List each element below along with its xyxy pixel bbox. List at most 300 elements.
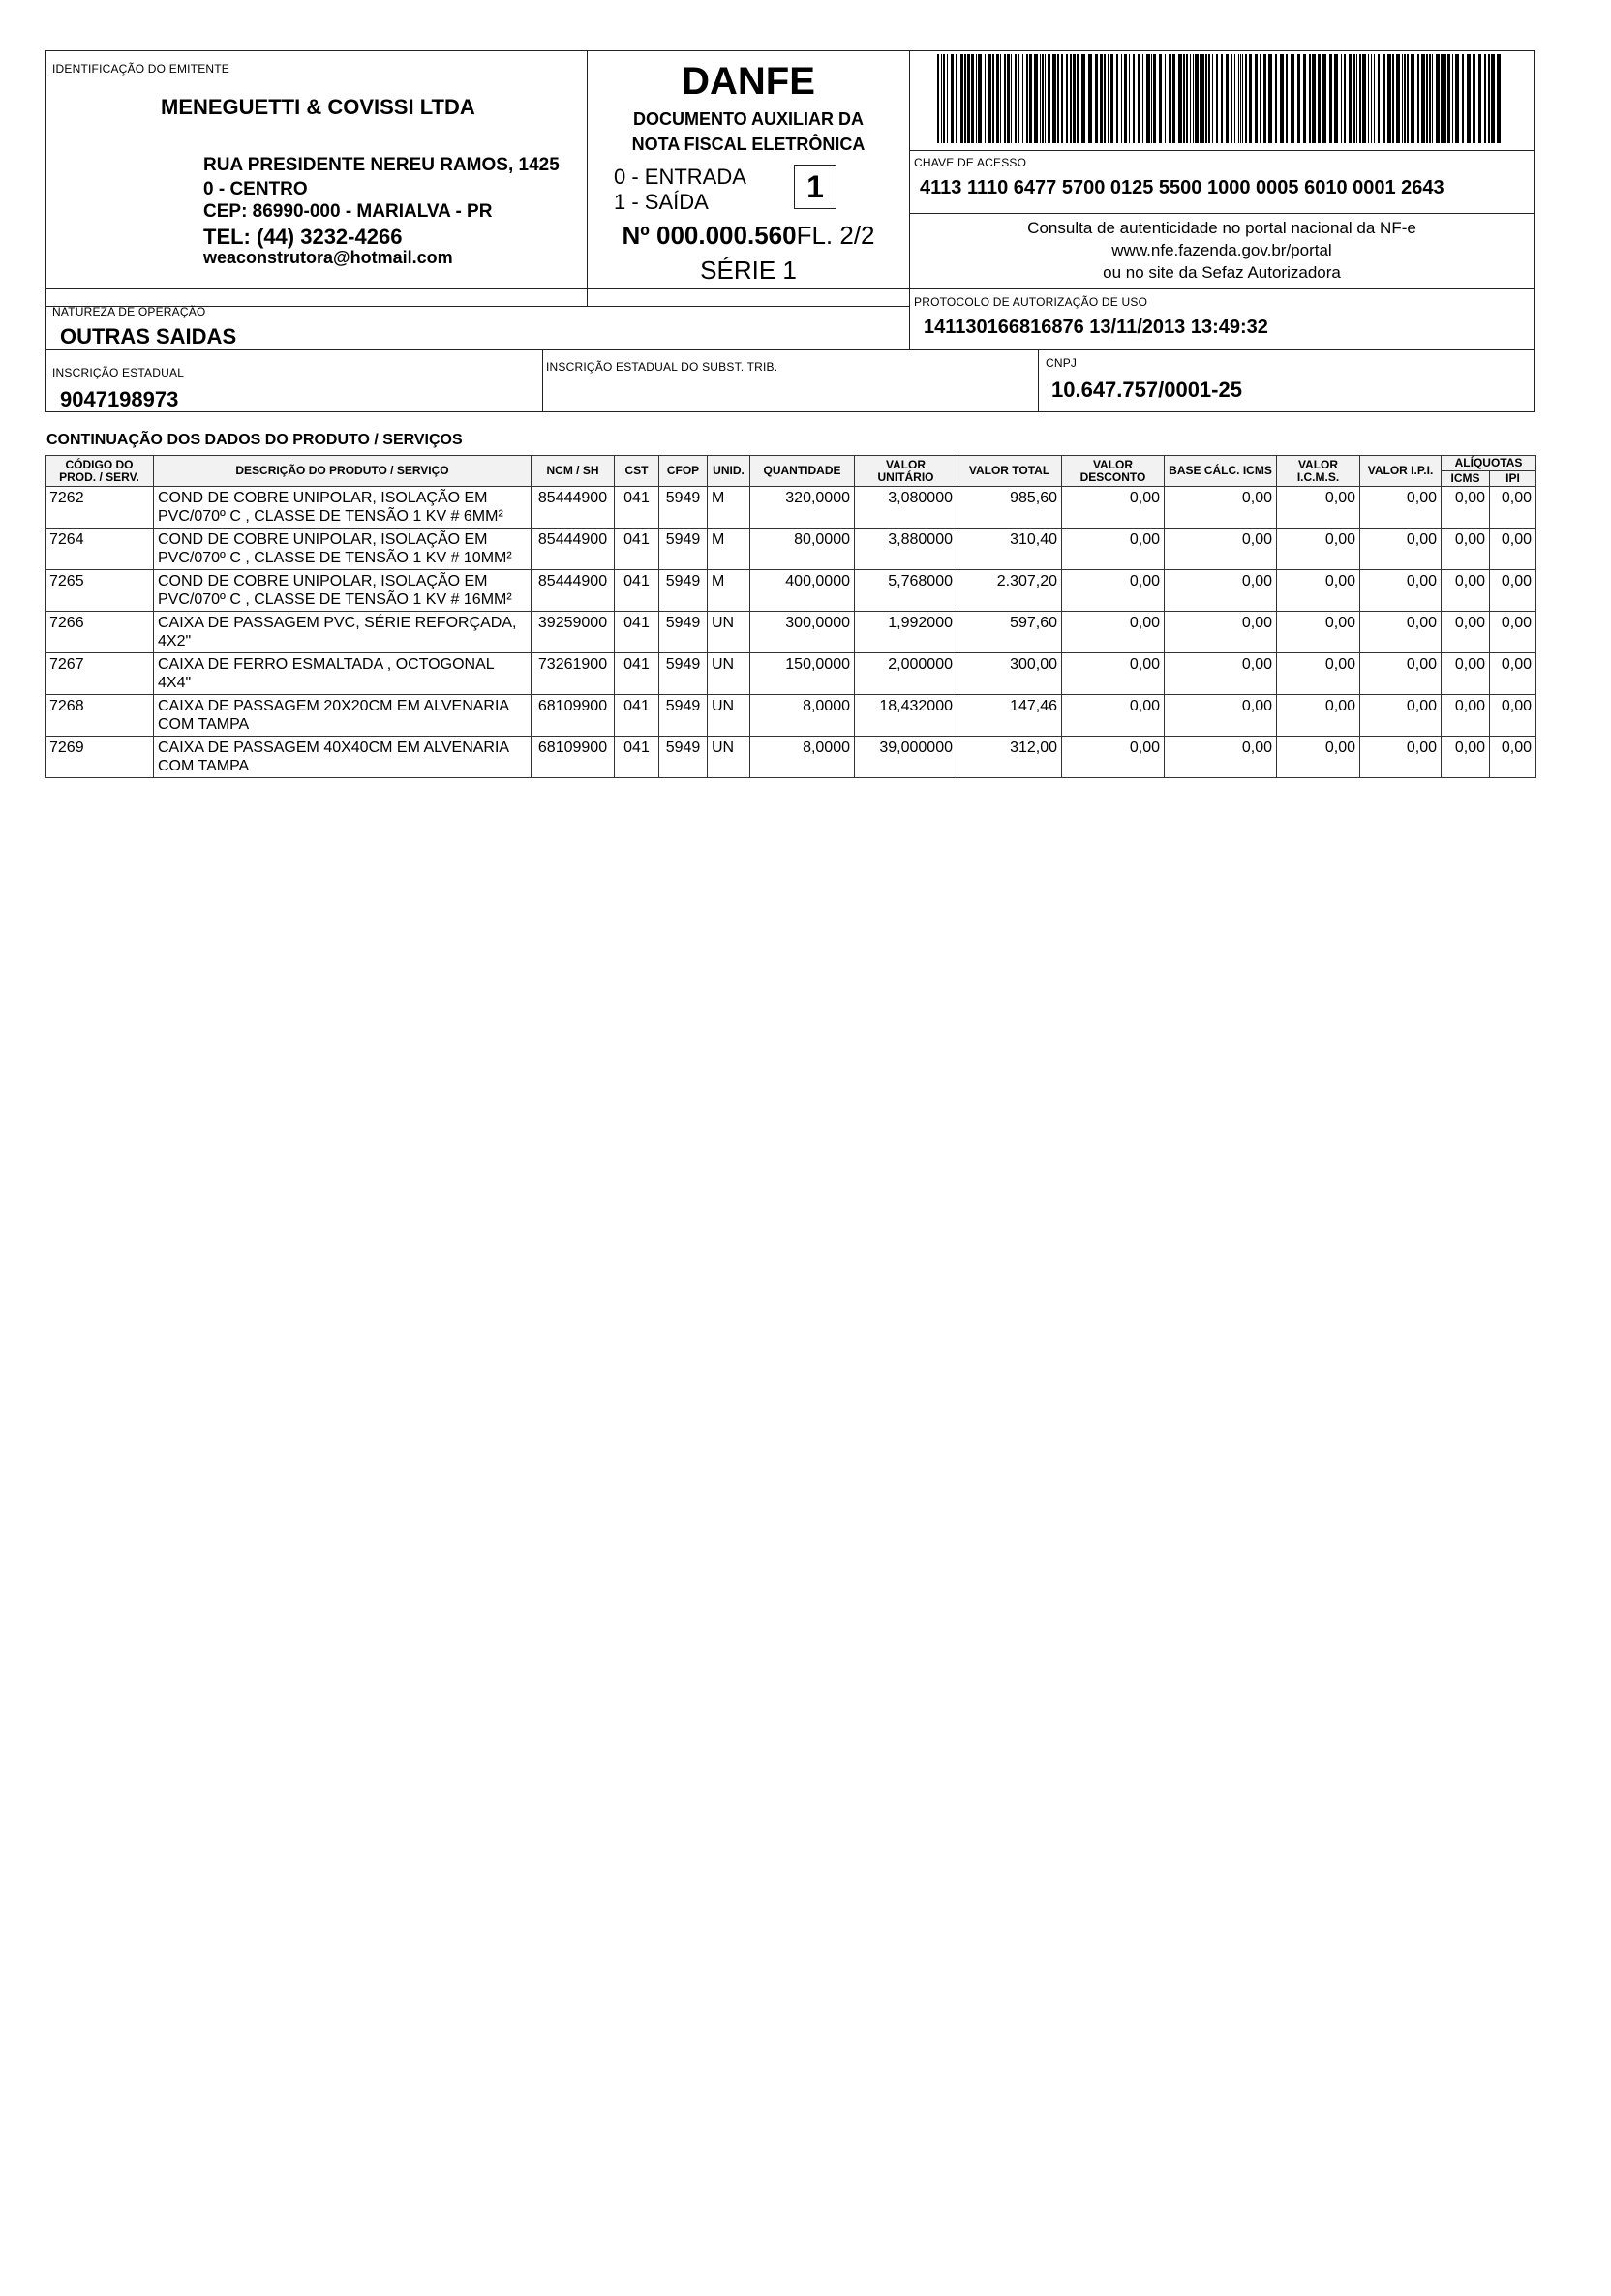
cell-base-calculo-icms: 0,00 xyxy=(1165,695,1277,737)
barcode-bar xyxy=(1081,54,1085,143)
header-qtd: QUANTIDADE xyxy=(750,456,855,487)
header-aliquotas: ALÍQUOTAS xyxy=(1442,456,1536,471)
cell-valor-ipi: 0,00 xyxy=(1360,570,1442,612)
barcode-bar xyxy=(1353,54,1355,143)
barcode-bar xyxy=(941,54,942,143)
header-codigo: CÓDIGO DO PROD. / SERV. xyxy=(46,456,154,487)
barcode-bar xyxy=(1151,54,1152,143)
barcode-bar xyxy=(1216,54,1218,143)
header-aliq-ipi: IPI xyxy=(1490,471,1536,487)
danfe-entrada: 0 - ENTRADA xyxy=(614,165,746,189)
cell-quantidade: 300,0000 xyxy=(750,612,855,653)
cell-cfop: 5949 xyxy=(659,737,708,778)
cell-unid: UN xyxy=(708,653,750,695)
cell-ncm: 68109900 xyxy=(532,695,615,737)
danfe-subtitle-1: DOCUMENTO AUXILIAR DA xyxy=(633,109,864,129)
barcode-bar xyxy=(1349,54,1352,143)
ie-st-label: INSCRIÇÃO ESTADUAL DO SUBST. TRIB. xyxy=(546,360,778,374)
cell-descricao: CAIXA DE PASSAGEM 20X20CM EM ALVENARIA COM TAMPA xyxy=(154,695,532,737)
barcode-bar xyxy=(1170,54,1171,143)
barcode-bar xyxy=(1124,54,1127,143)
cell-valor-ipi: 0,00 xyxy=(1360,695,1442,737)
consulta-line-1: Consulta de autenticidade no portal nacional da NF-e xyxy=(1027,219,1416,237)
table-row xyxy=(46,695,1536,737)
barcode-bar xyxy=(1195,54,1199,143)
danfe-serie: SÉRIE 1 xyxy=(700,256,797,285)
cell-ncm: 85444900 xyxy=(532,487,615,529)
emitente-email: weaconstrutora@hotmail.com xyxy=(203,248,453,267)
cell-base-calculo-icms: 0,00 xyxy=(1165,737,1277,778)
cell-valor-total: 2.307,20 xyxy=(957,570,1062,612)
cell-aliquota-ipi: 0,00 xyxy=(1490,487,1536,529)
barcode-bar xyxy=(1070,54,1072,143)
barcode-bar xyxy=(1404,54,1406,143)
cell-cst: 041 xyxy=(615,529,659,570)
cell-cst: 041 xyxy=(615,570,659,612)
barcode-bar xyxy=(1473,54,1474,143)
cell-descricao: COND DE COBRE UNIPOLAR, ISOLAÇÃO EM PVC/070º C , CLASSE DE TENSÃO 1 KV # 10MM² xyxy=(154,529,532,570)
table-row xyxy=(46,612,1536,653)
cell-quantidade: 150,0000 xyxy=(750,653,855,695)
cell-aliquota-icms: 0,00 xyxy=(1442,737,1490,778)
cell-aliquota-ipi: 0,00 xyxy=(1490,612,1536,653)
cell-cfop: 5949 xyxy=(659,695,708,737)
cell-valor-total: 310,40 xyxy=(957,529,1062,570)
cell-unid: M xyxy=(708,487,750,529)
barcode-bar xyxy=(1303,54,1306,143)
cell-valor-unitario: 18,432000 xyxy=(855,695,957,737)
protocolo-value: 141130166816876 13/11/2013 13:49:32 xyxy=(924,317,1268,338)
barcode-bar xyxy=(1007,54,1010,143)
barcode-bar xyxy=(971,54,974,143)
danfe-folha: FL. 2/2 xyxy=(796,221,875,250)
barcode-bar xyxy=(1088,54,1092,143)
cell-valor-total: 597,60 xyxy=(957,612,1062,653)
barcode-bar xyxy=(1497,54,1501,143)
barcode-bar xyxy=(1234,54,1235,143)
cell-valor-ipi: 0,00 xyxy=(1360,529,1442,570)
barcode-bar xyxy=(956,54,957,143)
danfe-title: DANFE xyxy=(682,60,815,103)
barcode-bar xyxy=(1242,54,1243,143)
table-row xyxy=(46,487,1536,529)
barcode-bar xyxy=(1138,54,1140,143)
cell-aliquota-icms: 0,00 xyxy=(1442,653,1490,695)
barcode-bar xyxy=(1066,54,1068,143)
cell-cst: 041 xyxy=(615,737,659,778)
cell-aliquota-icms: 0,00 xyxy=(1442,529,1490,570)
cell-ncm: 73261900 xyxy=(532,653,615,695)
barcode-bar xyxy=(1255,54,1258,143)
barcode-bar xyxy=(1297,54,1300,143)
cell-valor-icms: 0,00 xyxy=(1277,737,1360,778)
cell-descricao: COND DE COBRE UNIPOLAR, ISOLAÇÃO EM PVC/070º C , CLASSE DE TENSÃO 1 KV # 16MM² xyxy=(154,570,532,612)
barcode-bar xyxy=(1291,54,1294,143)
danfe-numero-line xyxy=(587,221,910,251)
barcode-bar xyxy=(1286,54,1288,143)
danfe-numero: Nº 000.000.560 xyxy=(622,221,797,250)
barcode-bar xyxy=(1004,54,1006,143)
barcode-bar xyxy=(1378,54,1380,143)
barcode-bar xyxy=(1455,54,1459,143)
cell-valor-icms: 0,00 xyxy=(1277,695,1360,737)
barcode-bar xyxy=(1057,54,1059,143)
cell-valor-total: 312,00 xyxy=(957,737,1062,778)
emitente-name: MENEGUETTI & COVISSI LTDA xyxy=(161,95,475,119)
barcode-bar xyxy=(1133,54,1135,143)
cell-aliquota-ipi: 0,00 xyxy=(1490,570,1536,612)
barcode-bar xyxy=(1462,54,1464,143)
barcode-bar xyxy=(1226,54,1229,143)
cell-valor-desconto: 0,00 xyxy=(1062,737,1165,778)
cell-cfop: 5949 xyxy=(659,487,708,529)
barcode-bar xyxy=(951,54,954,143)
cell-unid: UN xyxy=(708,695,750,737)
danfe-saida: 1 - SAÍDA xyxy=(614,190,709,214)
danfe-tipo-box: 1 xyxy=(794,165,836,209)
cell-aliquota-ipi: 0,00 xyxy=(1490,737,1536,778)
header-vunit: VALOR UNITÁRIO xyxy=(855,456,957,487)
emitente-tel: TEL: (44) 3232-4266 xyxy=(203,225,403,249)
barcode-bar xyxy=(1000,54,1001,143)
cell-cfop: 5949 xyxy=(659,612,708,653)
barcode-bar xyxy=(937,54,939,143)
cell-valor-icms: 0,00 xyxy=(1277,570,1360,612)
cell-valor-desconto: 0,00 xyxy=(1062,487,1165,529)
consulta-line-3: ou no site da Sefaz Autorizadora xyxy=(1103,263,1341,282)
chave-value: 4113 1110 6477 5700 0125 5500 1000 0005 6010 0001 2643 xyxy=(920,177,1444,198)
barcode-bar xyxy=(1104,54,1106,143)
barcode-bar xyxy=(1172,54,1175,143)
emitente-district: 0 - CENTRO xyxy=(203,179,308,199)
cell-unid: M xyxy=(708,570,750,612)
barcode-bar xyxy=(1421,54,1425,143)
barcode-bar xyxy=(1018,54,1019,143)
barcode-bar xyxy=(1484,54,1486,143)
barcode-bar xyxy=(1022,54,1023,143)
protocolo-label: PROTOCOLO DE AUTORIZAÇÃO DE USO xyxy=(914,295,1148,309)
cell-valor-unitario: 3,880000 xyxy=(855,529,957,570)
barcode-bar xyxy=(1212,54,1213,143)
ie-value: 9047198973 xyxy=(60,387,179,411)
cell-aliquota-icms: 0,00 xyxy=(1442,487,1490,529)
barcode-bar xyxy=(1263,54,1266,143)
cell-descricao: CAIXA DE PASSAGEM PVC, SÉRIE REFORÇADA, 4X2" xyxy=(154,612,532,653)
cell-cst: 041 xyxy=(615,487,659,529)
barcode-bar xyxy=(1121,54,1122,143)
barcode-bar xyxy=(1142,54,1143,143)
barcode-bar xyxy=(1095,54,1098,143)
barcode-bar xyxy=(1221,54,1223,143)
barcode-bar xyxy=(1436,54,1440,143)
cell-cfop: 5949 xyxy=(659,529,708,570)
cell-valor-unitario: 5,768000 xyxy=(855,570,957,612)
header-unid: UNID. xyxy=(708,456,750,487)
barcode-bar xyxy=(1318,54,1321,143)
cell-base-calculo-icms: 0,00 xyxy=(1165,570,1277,612)
cell-valor-desconto: 0,00 xyxy=(1062,570,1165,612)
cell-valor-ipi: 0,00 xyxy=(1360,737,1442,778)
barcode-bar xyxy=(1190,54,1191,143)
cell-codigo: 7267 xyxy=(46,653,154,695)
barcode-bar xyxy=(947,54,948,143)
cell-codigo: 7264 xyxy=(46,529,154,570)
barcode-bar xyxy=(1061,54,1063,143)
cell-codigo: 7269 xyxy=(46,737,154,778)
barcode-bar xyxy=(1334,54,1338,143)
section-title: CONTINUAÇÃO DOS DADOS DO PRODUTO / SERVIÇOS xyxy=(46,432,463,448)
cell-quantidade: 400,0000 xyxy=(750,570,855,612)
natureza-value: OUTRAS SAIDAS xyxy=(60,324,237,348)
cell-codigo: 7268 xyxy=(46,695,154,737)
cell-ncm: 85444900 xyxy=(532,529,615,570)
chave-label: CHAVE DE ACESSO xyxy=(914,156,1027,169)
barcode-bar xyxy=(1413,54,1414,143)
cell-valor-ipi: 0,00 xyxy=(1360,612,1442,653)
header-vtotal: VALOR TOTAL xyxy=(957,456,1062,487)
barcode-bar xyxy=(1488,54,1490,143)
barcode-bar xyxy=(1073,54,1076,143)
table-header-row xyxy=(46,456,1536,471)
cell-unid: M xyxy=(708,529,750,570)
barcode-bar xyxy=(1474,54,1475,143)
barcode-bar xyxy=(1441,54,1444,143)
barcode-bar xyxy=(1447,54,1450,143)
products-table xyxy=(45,455,1536,778)
cell-codigo: 7266 xyxy=(46,612,154,653)
barcode-bar xyxy=(1374,54,1375,143)
barcode-bar xyxy=(1186,54,1188,143)
cell-valor-unitario: 2,000000 xyxy=(855,653,957,695)
barcode-bar xyxy=(1396,54,1400,143)
natureza-label: NATUREZA DE OPERAÇÃO xyxy=(52,305,206,318)
barcode-bar xyxy=(1268,54,1272,143)
barcode-bar xyxy=(1362,54,1366,143)
barcode-bar xyxy=(1178,54,1182,143)
barcode-image xyxy=(937,54,1508,143)
barcode-bar xyxy=(1200,54,1201,143)
cell-quantidade: 8,0000 xyxy=(750,737,855,778)
barcode-bar xyxy=(1077,54,1079,143)
barcode-bar xyxy=(1359,54,1361,143)
barcode-bar xyxy=(1026,54,1028,143)
cell-cfop: 5949 xyxy=(659,570,708,612)
barcode-bar xyxy=(1193,54,1194,143)
cell-base-calculo-icms: 0,00 xyxy=(1165,529,1277,570)
barcode-bar xyxy=(967,54,970,143)
barcode-bar xyxy=(1208,54,1210,143)
barcode-bar xyxy=(1146,54,1150,143)
cell-aliquota-ipi: 0,00 xyxy=(1490,653,1536,695)
barcode-bar xyxy=(1245,54,1247,143)
table-row xyxy=(46,653,1536,695)
table-row xyxy=(46,570,1536,612)
cell-valor-icms: 0,00 xyxy=(1277,487,1360,529)
barcode-bar xyxy=(1183,54,1185,143)
table-row xyxy=(46,529,1536,570)
cell-valor-total: 985,60 xyxy=(957,487,1062,529)
cell-unid: UN xyxy=(708,737,750,778)
barcode-bar xyxy=(1029,54,1032,143)
barcode-bar xyxy=(1329,54,1332,143)
cell-unid: UN xyxy=(708,612,750,653)
cell-quantidade: 320,0000 xyxy=(750,487,855,529)
barcode-bar xyxy=(1108,54,1109,143)
cell-valor-desconto: 0,00 xyxy=(1062,612,1165,653)
barcode-bar xyxy=(1260,54,1261,143)
barcode-bar xyxy=(1452,54,1453,143)
header-bcicms: BASE CÁLC. ICMS xyxy=(1165,456,1277,487)
barcode-bar xyxy=(1429,54,1431,143)
cell-aliquota-icms: 0,00 xyxy=(1442,695,1490,737)
barcode-bar xyxy=(1015,54,1017,143)
header-cfop: CFOP xyxy=(659,456,708,487)
barcode-bar xyxy=(1467,54,1471,143)
barcode-bar xyxy=(1011,54,1012,143)
barcode-bar xyxy=(1356,54,1357,143)
cell-cst: 041 xyxy=(615,612,659,653)
cell-valor-icms: 0,00 xyxy=(1277,612,1360,653)
barcode-bar xyxy=(1392,54,1394,143)
barcode-bar xyxy=(1045,54,1046,143)
barcode-bar xyxy=(1383,54,1385,143)
danfe-subtitle-2: NOTA FISCAL ELETRÔNICA xyxy=(631,135,866,154)
barcode-bar xyxy=(1034,54,1038,143)
emitente-label: IDENTIFICAÇÃO DO EMITENTE xyxy=(52,62,230,76)
barcode-bar xyxy=(1491,54,1495,143)
barcode-bar xyxy=(1169,54,1170,143)
header-cst: CST xyxy=(615,456,659,487)
barcode-bar xyxy=(1201,54,1204,143)
barcode-bar xyxy=(1280,54,1284,143)
barcode-bar xyxy=(1322,54,1326,143)
header-vipi: VALOR I.P.I. xyxy=(1360,456,1442,487)
consulta-line-2: www.nfe.fazenda.gov.br/portal xyxy=(1111,241,1332,259)
header-aliq-icms: ICMS xyxy=(1442,471,1490,487)
cell-descricao: CAIXA DE PASSAGEM 40X40CM EM ALVENARIA COM TAMPA xyxy=(154,737,532,778)
barcode-bar xyxy=(1426,54,1428,143)
cnpj-label: CNPJ xyxy=(1046,356,1078,370)
barcode-bar xyxy=(1387,54,1391,143)
barcode-bar xyxy=(985,54,986,143)
cell-aliquota-icms: 0,00 xyxy=(1442,612,1490,653)
cell-valor-total: 300,00 xyxy=(957,653,1062,695)
cell-cst: 041 xyxy=(615,695,659,737)
cell-ncm: 39259000 xyxy=(532,612,615,653)
header-descricao: DESCRIÇÃO DO PRODUTO / SERVIÇO xyxy=(154,456,532,487)
cell-valor-ipi: 0,00 xyxy=(1360,653,1442,695)
cell-cfop: 5949 xyxy=(659,653,708,695)
cell-codigo: 7265 xyxy=(46,570,154,612)
cell-ncm: 85444900 xyxy=(532,570,615,612)
cell-descricao: COND DE COBRE UNIPOLAR, ISOLAÇÃO EM PVC/070º C , CLASSE DE TENSÃO 1 KV # 6MM² xyxy=(154,487,532,529)
barcode-bar xyxy=(1238,54,1239,143)
barcode-bar xyxy=(1249,54,1252,143)
barcode-bar xyxy=(943,54,945,143)
barcode-bar xyxy=(1417,54,1419,143)
cell-aliquota-ipi: 0,00 xyxy=(1490,695,1536,737)
barcode-bar xyxy=(996,54,999,143)
barcode-bar xyxy=(992,54,994,143)
barcode-bar xyxy=(1100,54,1103,143)
barcode-bar xyxy=(1040,54,1041,143)
barcode-bar xyxy=(1444,54,1446,143)
barcode-bar xyxy=(1275,54,1277,143)
emitente-cep: CEP: 86990-000 - MARIALVA - PR xyxy=(203,201,493,222)
header-vicms: VALOR I.C.M.S. xyxy=(1277,456,1360,487)
barcode-bar xyxy=(1371,54,1372,143)
emitente-box xyxy=(45,50,588,307)
barcode-bar xyxy=(1402,54,1403,143)
barcode-bar xyxy=(1159,54,1162,143)
cell-valor-desconto: 0,00 xyxy=(1062,695,1165,737)
barcode-bar xyxy=(1368,54,1369,143)
header-vdesc: VALOR DESCONTO xyxy=(1062,456,1165,487)
cell-quantidade: 8,0000 xyxy=(750,695,855,737)
barcode-bar xyxy=(1153,54,1156,143)
cell-codigo: 7262 xyxy=(46,487,154,529)
cell-valor-desconto: 0,00 xyxy=(1062,653,1165,695)
cnpj-value: 10.647.757/0001-25 xyxy=(1051,378,1242,402)
barcode-bar xyxy=(1478,54,1481,143)
cell-base-calculo-icms: 0,00 xyxy=(1165,653,1277,695)
cell-ncm: 68109900 xyxy=(532,737,615,778)
barcode-bar xyxy=(1432,54,1433,143)
barcode-bar xyxy=(960,54,963,143)
cell-base-calculo-icms: 0,00 xyxy=(1165,487,1277,529)
cell-valor-total: 147,46 xyxy=(957,695,1062,737)
barcode-bar xyxy=(1048,54,1050,143)
ie-st-box xyxy=(542,349,1039,412)
barcode-bar xyxy=(1116,54,1118,143)
barcode-bar xyxy=(976,54,977,143)
cell-aliquota-icms: 0,00 xyxy=(1442,570,1490,612)
cell-quantidade: 80,0000 xyxy=(750,529,855,570)
barcode-bar xyxy=(1407,54,1409,143)
cell-base-calculo-icms: 0,00 xyxy=(1165,612,1277,653)
emitente-address: RUA PRESIDENTE NEREU RAMOS, 1425 xyxy=(203,155,560,175)
barcode-bar xyxy=(1344,54,1346,143)
cell-aliquota-ipi: 0,00 xyxy=(1490,529,1536,570)
barcode-bar xyxy=(1312,54,1316,143)
cell-valor-unitario: 3,080000 xyxy=(855,487,957,529)
cell-cst: 041 xyxy=(615,653,659,695)
barcode-bar xyxy=(964,54,966,143)
cell-valor-icms: 0,00 xyxy=(1277,529,1360,570)
barcode-bar xyxy=(1110,54,1113,143)
table-row xyxy=(46,737,1536,778)
cell-valor-ipi: 0,00 xyxy=(1360,487,1442,529)
cell-valor-desconto: 0,00 xyxy=(1062,529,1165,570)
ie-label: INSCRIÇÃO ESTADUAL xyxy=(52,366,185,379)
cell-descricao: CAIXA DE FERRO ESMALTADA , OCTOGONAL 4X4" xyxy=(154,653,532,695)
barcode-bar xyxy=(1205,54,1207,143)
barcode-bar xyxy=(1411,54,1413,143)
barcode-bar xyxy=(1052,54,1056,143)
barcode-bar xyxy=(1240,54,1241,143)
barcode-bar xyxy=(1341,54,1342,143)
barcode-bar xyxy=(1129,54,1130,143)
cell-valor-unitario: 39,000000 xyxy=(855,737,957,778)
barcode-bar xyxy=(1042,54,1044,143)
cell-valor-icms: 0,00 xyxy=(1277,653,1360,695)
header-ncm: NCM / SH xyxy=(532,456,615,487)
barcode-bar xyxy=(988,54,991,143)
barcode-bar xyxy=(1165,54,1166,143)
cell-valor-unitario: 1,992000 xyxy=(855,612,957,653)
barcode-bar xyxy=(978,54,982,143)
barcode-bar xyxy=(1231,54,1232,143)
